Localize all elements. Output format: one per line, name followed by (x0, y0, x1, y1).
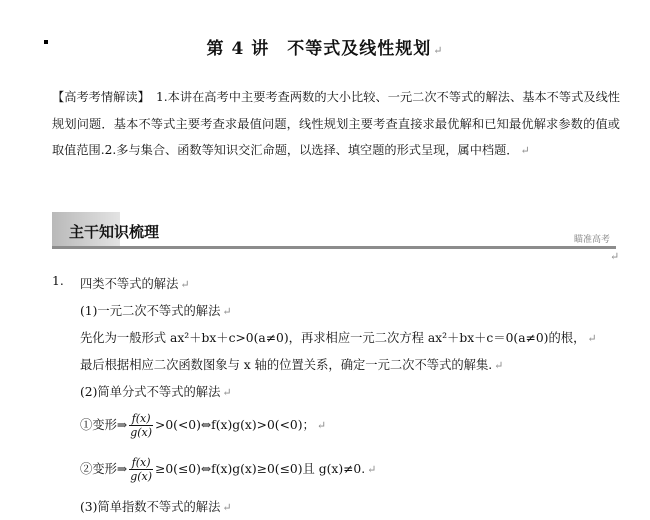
intro-paragraph: 【高考考情解读】 1.本讲在高考中主要考查两数的大小比较、一元二次不等式的解法、基本不等式及线性规划问题．基本不等式主要考查求最值问题，线性规划主要考查直接求最优解和已知最优解求参数的值或取值范围.2.多与集合、函数等知识交汇命题，以选择、填空题的形式呈现，属中档题． ↵ (52, 90, 620, 157)
paragraph-mark-icon: ↵ (433, 44, 444, 57)
section-heading: 主干知识梳理 (69, 223, 160, 241)
quadratic-body-line-2: 最后根据相应二次函数图象与 x 轴的位置关系，确定一元二次不等式的解集. ↵ (80, 358, 504, 372)
paragraph-mark-icon: ↵ (610, 250, 620, 263)
subheading-quadratic: (1)一元二次不等式的解法 ↵ (80, 304, 232, 318)
list-item-label: 四类不等式的解法 ↵ (80, 277, 190, 291)
page-title: 第 4 讲 不等式及线性规划 ↵ (206, 39, 444, 59)
fraction-rule-2: ②变形⇒ $\frac{f(x)}{g(x)}$ ≥0(≤0)⇔f(x)g(x)≥0(≤0)且 g(x)≠0. ↵ (80, 456, 377, 483)
section-header (52, 212, 616, 248)
fraction-rule-1: ①变形⇒ $\frac{f(x)}{g(x)}$ >0(<0)⇔f(x)g(x)>0(<0)； ↵ (80, 412, 327, 439)
section-header-rule (52, 246, 616, 249)
subheading-fraction: (2)简单分式不等式的解法 ↵ (80, 385, 232, 399)
section-tag: 瞄准高考 (573, 235, 610, 245)
fraction: $\frac{f(x)}{g(x)}$ (130, 456, 153, 483)
quadratic-body-line-1: 先化为一般形式 ax²＋bx＋c>0(a≠0)，再求相应一元二次方程 ax²＋bx＋c＝0(a≠0)的根， ↵ (80, 331, 597, 345)
list-item-number: 1. (52, 274, 64, 288)
subheading-exponential: (3)简单指数不等式的解法 ↵ (80, 500, 232, 514)
paragraph-mark-icon: ↵ (520, 144, 530, 157)
fraction: $\frac{f(x)}{g(x)}$ (130, 412, 153, 439)
